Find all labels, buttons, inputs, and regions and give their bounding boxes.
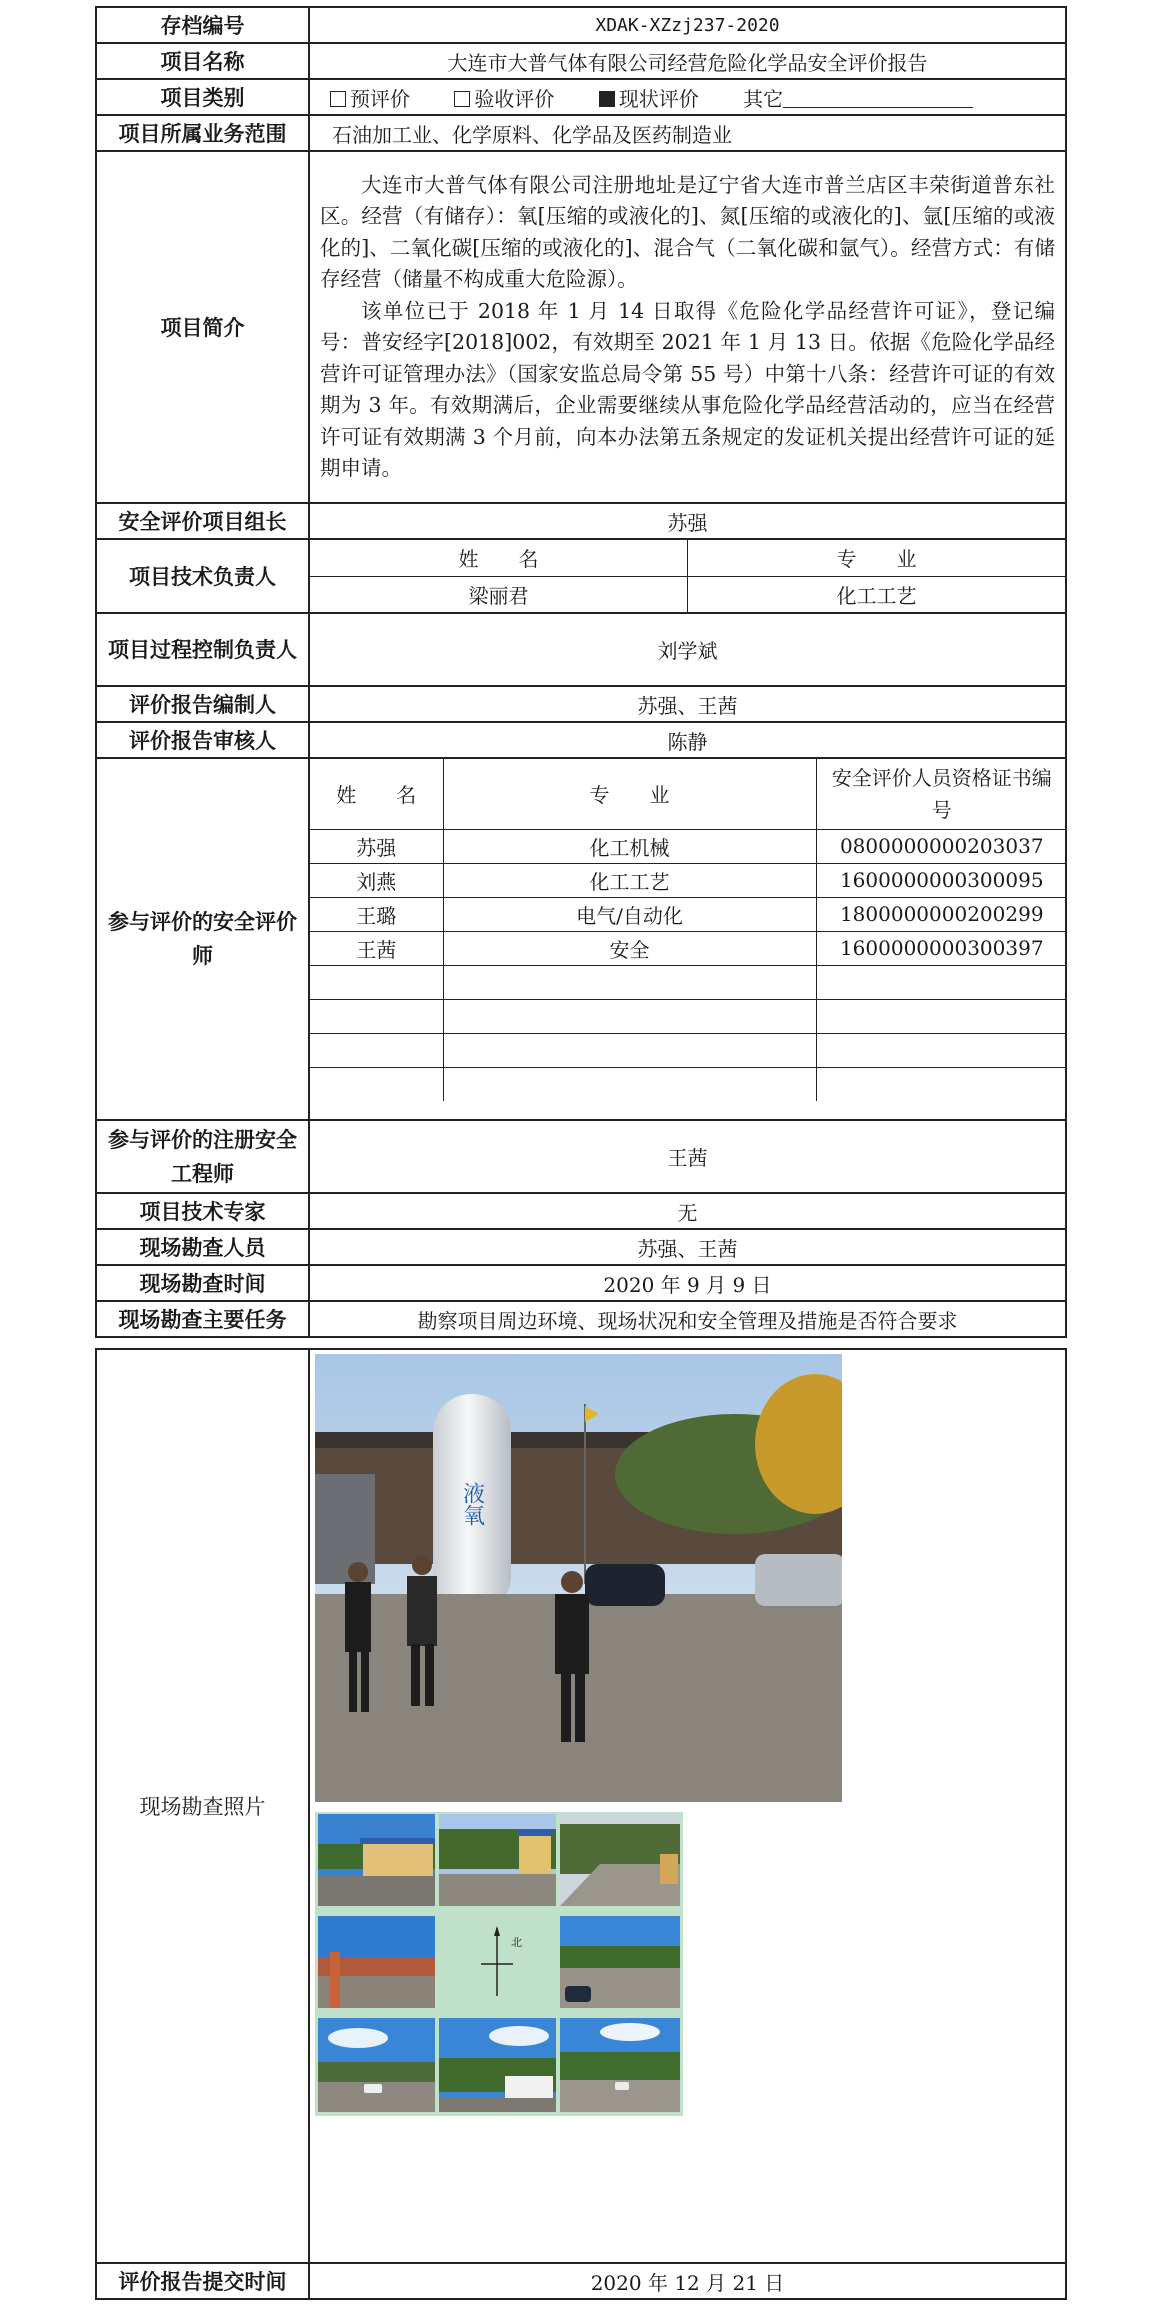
other-blank-line [783,89,973,108]
table-row-empty [310,1033,1066,1067]
tech-lead-major: 化工工艺 [688,576,1066,612]
process-lead-label: 项目过程控制负责人 [96,613,309,686]
site-photo-3 [560,1814,680,1906]
process-lead-value: 刘学斌 [309,613,1066,686]
site-photo-main [315,1354,842,1802]
intro-paragraph-2: 该单位已于 2018 年 1 月 14 日取得《危险化学品经营许可证》，登记编号：普安经字[2018]002，有效期至 2021 年 1 月 13 日。依据《危险化学品经营许可证管理办法》（国家安监总局令第 55 号）中第十八条：经营许可证的有效期为 3 年。有效期满后，企业需要继续从事危险化学品经营活动的，应当在经营许可证有效期满 3 个月前，向本办法第五条规定的发证机关提出经营许可证的延期申请。 [320,298,1055,480]
north-label: 北 [511,1936,522,1949]
evaluators-header-major: 专 业 [443,759,816,829]
site-photo-5 [560,1916,680,2008]
table-row-empty [310,965,1066,999]
checkbox-checked-icon [599,91,615,107]
tech-lead-major-header: 专 业 [688,540,1066,576]
safety-engineer-label: 参与评价的注册安全工程师 [96,1120,309,1193]
site-photo-1 [318,1814,435,1906]
inspectors-value: 苏强、王茜 [309,1229,1066,1265]
inspectors-label: 现场勘查人员 [96,1229,309,1265]
compass-rose [439,1916,556,2008]
submit-time-label: 评价报告提交时间 [96,2263,309,2299]
inspect-task-label: 现场勘查主要任务 [96,1301,309,1337]
checkbox-unchecked-icon [454,91,470,107]
table-row: 王璐 电气/自动化 1800000000200299 [310,897,1066,931]
inspect-time-value: 2020 年 9 月 9 日 [309,1265,1066,1301]
tech-expert-value: 无 [309,1193,1066,1229]
tech-expert-label: 项目技术专家 [96,1193,309,1229]
inspect-task-value: 勘察项目周边环境、现场状况和安全管理及措施是否符合要求 [309,1301,1066,1337]
option-pre-evaluation: 预评价 [330,87,410,111]
site-photo-6 [318,2018,435,2112]
checkbox-unchecked-icon [330,91,346,107]
table-row: 刘燕 化工工艺 1600000000300095 [310,863,1066,897]
submit-time-value: 2020 年 12 月 21 日 [309,2263,1066,2299]
option-status-evaluation: 现状评价 [599,87,699,111]
project-name-label: 项目名称 [96,43,309,79]
project-type-options [309,79,1066,115]
project-name-value: 大连市大普气体有限公司经营危险化学品安全评价报告 [309,43,1066,79]
tank-label: 液氧 [459,1482,485,1526]
intro-paragraph-1: 大连市大普气体有限公司注册地址是辽宁省大连市普兰店区丰荣街道普东社区。经营（有储存）：氧[压缩的或液化的]、氮[压缩的或液化的]、氩[压缩的或液化的]、二氧化碳[压缩的或液化的]、混合气（二氧化碳和氩气）。经营方式：有储存经营（储量不构成重大危险源）。 [320,172,1055,291]
team-leader-label: 安全评价项目组长 [96,503,309,539]
option-other: 其它 [743,87,973,111]
photo-table [95,1348,1067,2300]
evaluators-header-cert: 安全评价人员资格证书编号 [816,759,1066,829]
evaluators-label: 参与评价的安全评价师 [96,758,309,1120]
intro-text [309,151,1066,503]
safety-engineer-value: 王茜 [309,1120,1066,1193]
compiler-label: 评价报告编制人 [96,686,309,722]
reviewer-label: 评价报告审核人 [96,722,309,758]
tech-lead-table [310,540,1065,612]
archive-label: 存档编号 [96,7,309,43]
table-row: 苏强 化工机械 0800000000203037 [310,829,1066,863]
project-type-label: 项目类别 [96,79,309,115]
inspect-time-label: 现场勘查时间 [96,1265,309,1301]
info-table [95,6,1067,1338]
site-photo-7 [439,2018,556,2112]
table-row: 王茜 安全 1600000000300397 [310,931,1066,965]
photos-label: 现场勘查照片 [96,1349,309,2263]
evaluators-header-name: 姓 名 [310,759,443,829]
table-row-empty [310,1067,1066,1101]
tech-lead-label: 项目技术负责人 [96,539,309,613]
compiler-value: 苏强、王茜 [309,686,1066,722]
site-photo-2 [439,1814,556,1906]
intro-label: 项目简介 [96,151,309,503]
archive-value: XDAK-XZzj237-2020 [309,7,1066,43]
photos-area [309,1349,1066,2263]
scope-label: 项目所属业务范围 [96,115,309,151]
tech-lead-name-header: 姓 名 [310,540,688,576]
site-photo-8 [560,2018,680,2112]
option-acceptance-evaluation: 验收评价 [454,87,554,111]
table-row-empty [310,999,1066,1033]
reviewer-value: 陈静 [309,722,1066,758]
evaluators-table [310,759,1066,1101]
site-photo-4 [318,1916,435,2008]
team-leader-value: 苏强 [309,503,1066,539]
scope-value: 石油加工业、化学原料、化学品及医药制造业 [309,115,1066,151]
tech-lead-name: 梁丽君 [310,576,688,612]
